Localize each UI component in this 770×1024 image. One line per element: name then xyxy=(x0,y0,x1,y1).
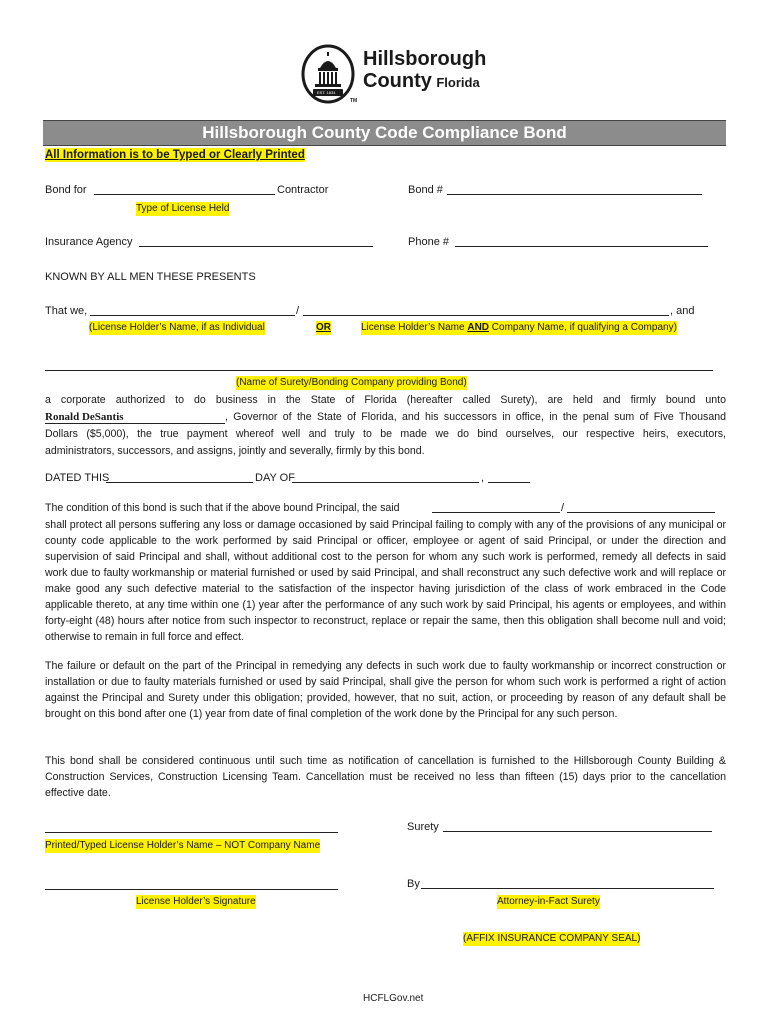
bond-paragraph-1 xyxy=(45,392,726,460)
logo-trademark: TM xyxy=(350,98,358,104)
printed-name-field[interactable] xyxy=(45,832,338,833)
footer-url: HCFLGov.net xyxy=(363,993,424,1004)
para1-line2-text: , Governor of the State of Florida, and his successors in office, in the penal sum of Five Thousand xyxy=(225,411,726,423)
and-label: , and xyxy=(670,305,695,317)
courthouse-dome-icon xyxy=(300,44,358,106)
para1-line4: administrators, successors, and assigns, jointly and severally, firmly by this bond. xyxy=(45,445,425,457)
logo-text-row xyxy=(363,70,480,92)
dated-year-field[interactable] xyxy=(488,482,530,483)
surety-company-label: (Name of Surety/Bonding Company providing Bond) xyxy=(236,377,467,388)
company-label-pre: License Holder’s Name xyxy=(361,322,468,333)
phone-label: Phone # xyxy=(408,236,449,248)
known-label: KNOWN BY ALL MEN THESE PRESENTS xyxy=(45,271,256,283)
condition-intro: The condition of this bond is such that if the above bound Principal, the said xyxy=(45,502,400,514)
printed-name-label: Printed/Typed License Holder’s Name – NOT Company Name xyxy=(45,840,321,851)
that-we-label: That we, xyxy=(45,305,88,317)
governor-name-field[interactable] xyxy=(45,409,225,424)
para1-line3: Dollars ($5,000), the true payment whereof well and truly to be made we do bind ourselves, our respective heirs, executors, xyxy=(45,428,726,440)
bond-number-field[interactable] xyxy=(447,194,702,195)
by-label: By xyxy=(407,878,420,890)
bond-number-label: Bond # xyxy=(408,184,443,196)
continuous-paragraph: This bond shall be considered continuous until such time as notification of cancellation is furnished to the Hillsborough County Building & Construction Services, Construction Licensing Team. Cancellation must be received no less than fifteen (15) days prior to the cancellation effective date. xyxy=(45,755,726,799)
condition-company-field[interactable] xyxy=(567,512,715,513)
bond-for-field[interactable] xyxy=(94,194,275,195)
attorney-label: Attorney-in-Fact Surety xyxy=(497,896,600,907)
county-logo xyxy=(300,44,487,106)
day-of-label: DAY OF xyxy=(255,472,295,484)
dated-month-field[interactable] xyxy=(292,482,479,483)
company-label-post: Company Name, if qualifying a Company) xyxy=(489,322,677,333)
surety-label: Surety xyxy=(407,821,439,833)
seal-label: (AFFIX INSURANCE COMPANY SEAL) xyxy=(463,933,641,944)
slash-separator: / xyxy=(296,305,300,317)
condition-paragraph: shall protect all persons suffering any loss or damage occasioned by said Principal failing to comply with any of the provisions of any municipal or county code applicable to the work performed by said Principal or officer, employee or agent of said Principal, or under the direction and supervision of said Principal and shall, without additional cost to the person for whom any such work is performed, remedy all defects in said work due to faulty workmanship or material furnished or used by said Principal, and shall reconstruct any such defective work and will replace or make good any such defective material to the satisfaction of the inspector having jurisdiction of the class of work embraced in the Code applicable thereto, at any time within one (1) year after the performance of any such work by said Principal, his agents or employees, and within forty-eight (48) hours after notice from such inspector to reconstruct, replace or repair the same, then this obligation shall become null and void; otherwise to remain in full force and effect. xyxy=(45,519,726,643)
dated-day-field[interactable] xyxy=(106,482,253,483)
signature-label: License Holder’s Signature xyxy=(136,896,256,907)
para1-line1: a corporate authorized to do business in the State of Florida (hereafter called Surety), are held and firmly bound unto xyxy=(45,394,726,406)
governor-name: Ronald DeSantis xyxy=(45,411,124,423)
company-name-label xyxy=(361,321,677,335)
or-label: OR xyxy=(316,322,331,333)
bond-for-label: Bond for xyxy=(45,184,87,196)
company-label-and: AND xyxy=(467,322,490,333)
signature-field[interactable] xyxy=(45,889,338,890)
surety-field[interactable] xyxy=(443,831,712,832)
individual-name-field[interactable] xyxy=(90,315,295,316)
failure-paragraph: The failure or default on the part of the Principal in remedying any defects in such work due to faulty workmanship or incorrect construction or installation or due to faulty materials furnished or used by said Principal, shall give the person for whom such work is performed a right of action against the Principal and Surety under this obligation; provided, however, that no suit, action, or proceeding by reason of any default shall be brought on this bond after one (1) year from date of final completion of the work done by the Principal for any such person. xyxy=(45,660,726,720)
insurance-agency-field[interactable] xyxy=(139,246,373,247)
license-type-label: Type of License Held xyxy=(136,203,230,214)
company-name-field[interactable] xyxy=(303,315,669,316)
contractor-label: Contractor xyxy=(277,184,329,196)
title-bar xyxy=(43,120,726,146)
logo-est-text: EST. 1834 xyxy=(317,90,336,95)
surety-company-field[interactable] xyxy=(45,370,713,371)
attorney-field[interactable] xyxy=(421,888,714,889)
dated-label: DATED THIS xyxy=(45,472,110,484)
page-title: Hillsborough County Code Compliance Bond xyxy=(202,123,567,142)
phone-field[interactable] xyxy=(455,246,708,247)
condition-slash: / xyxy=(561,502,565,514)
insurance-agency-label: Insurance Agency xyxy=(45,236,133,248)
para1-line2 xyxy=(45,409,726,426)
condition-principal-field[interactable] xyxy=(432,512,560,513)
individual-name-label: (License Holder’s Name, if as Individual xyxy=(89,322,265,333)
logo-text-hillsborough: Hillsborough xyxy=(363,48,487,70)
dated-comma: , xyxy=(481,472,485,484)
logo-text-florida: Florida xyxy=(436,75,480,90)
logo-text-county: County xyxy=(363,70,432,92)
typed-notice: All Information is to be Typed or Clearly Printed xyxy=(45,149,305,161)
